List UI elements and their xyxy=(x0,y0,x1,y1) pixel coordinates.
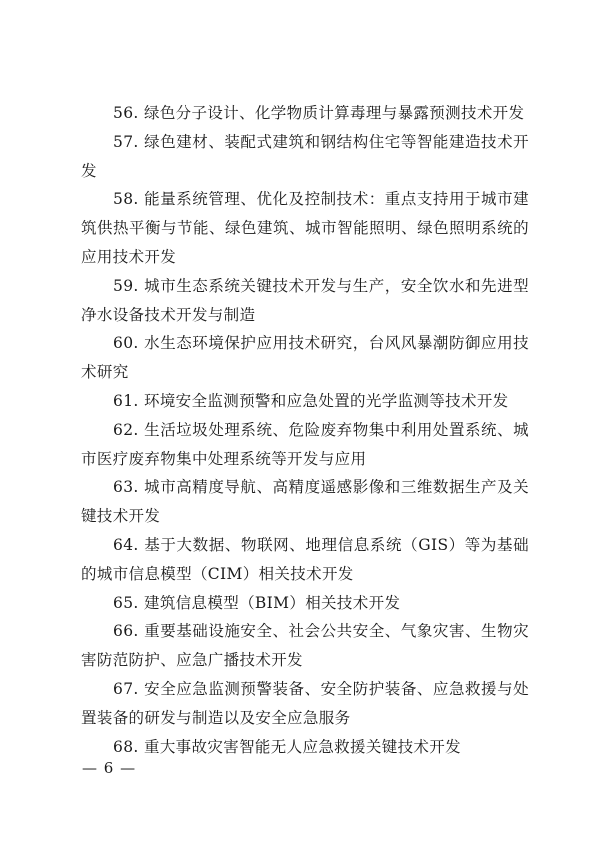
list-item: 60. 水生态环境保护应用技术研究，台风风暴潮防御应用技术研究 xyxy=(81,334,529,382)
list-item: 56. 绿色分子设计、化学物质计算毒理与暴露预测技术开发 xyxy=(113,104,525,122)
list-item: 64. 基于大数据、物联网、地理信息系统（GIS）等为基础的城市信息模型（CIM）相关技术开发 xyxy=(81,535,529,583)
list-item: 61. 环境安全监测预警和应急处置的光学监测等技术开发 xyxy=(113,391,509,410)
list-item: 59. 城市生态系统关键技术开发与生产，安全饮水和先进型净水设备技术开发与制造 xyxy=(81,276,529,324)
list-item: 63. 城市高精度导航、高精度遥感影像和三维数据生产及关键技术开发 xyxy=(81,478,529,526)
list-item: 68. 重大事故灾害智能无人应急救援关键技术开发 xyxy=(113,737,461,756)
list-item: 65. 建筑信息模型（BIM）相关技术开发 xyxy=(113,593,401,612)
list-item: 67. 安全应急监测预警装备、安全防护装备、应急救援与处置装备的研发与制造以及安全应急服务 xyxy=(81,679,529,727)
list-item: 66. 重要基础设施安全、社会公共安全、气象灾害、生物灾害防范防护、应急广播技术开发 xyxy=(81,622,529,670)
list-item: 58. 能量系统管理、优化及控制技术：重点支持用于城市建筑供热平衡与节能、绿色建筑、城市智能照明、绿色照明系统的应用技术开发 xyxy=(81,190,529,266)
list-item: 57. 绿色建材、装配式建筑和钢结构住宅等智能建造技术开发 xyxy=(81,132,529,180)
list-item: 62. 生活垃圾处理系统、危险废弃物集中利用处置系统、城市医疗废弃物集中处理系统等开发与应用 xyxy=(81,420,529,468)
technology-list xyxy=(81,99,529,761)
page-number: — 6 — xyxy=(82,759,137,777)
